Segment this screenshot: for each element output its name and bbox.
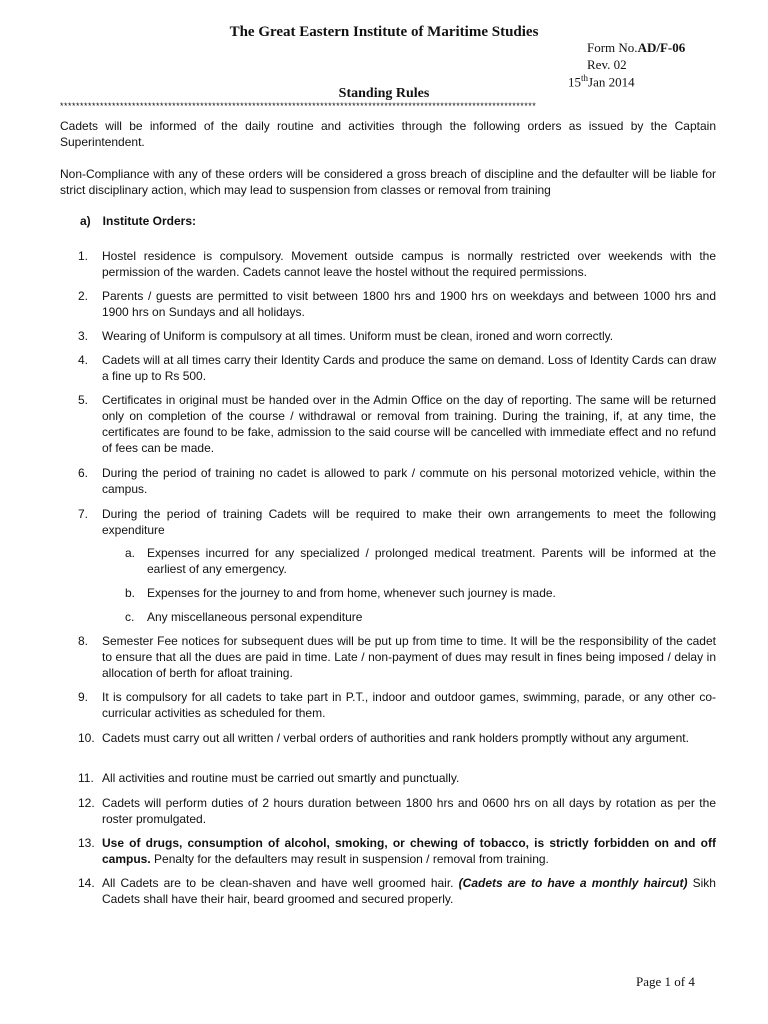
list-item-bold-part: Use of drugs, consumption of alcohol, smoking, or chewing of tobacco, is strictly forbidden on and off campus. <box>102 836 716 866</box>
list-item: During the period of training Cadets will be required to make their own arrangements to meet the following expenditure <box>102 507 716 537</box>
sub-list-item: Expenses for the journey to and from home, whenever such journey is made. <box>147 586 556 600</box>
intro-paragraph-2: Non-Compliance with any of these orders will be considered a gross breach of discipline and the defaulter will be liable for strict disciplinary action, which may lead to suspension from classes or removal from training <box>60 167 716 197</box>
item-number: 1. <box>78 249 89 263</box>
item-number: 7. <box>78 507 89 521</box>
item-number: 5. <box>78 393 89 407</box>
list-item: Cadets will perform duties of 2 hours duration between 1800 hrs and 0600 hrs on all days by rotation as per the roster promulgated. <box>102 796 716 826</box>
item-number: 3. <box>78 329 89 343</box>
section-title: Institute Orders: <box>102 214 197 228</box>
list-item: Cadets must carry out all written / verbal orders of authorities and rank holders promptly without any argument. <box>102 731 689 745</box>
item-number: 4. <box>78 353 89 367</box>
subitem-letter: b. <box>125 586 136 600</box>
list-item-text-part: Sikh Cadets shall have their hair, beard groomed and secured properly. <box>102 876 716 906</box>
list-item <box>102 835 716 867</box>
subitem-letter: a. <box>125 546 136 560</box>
item-number: 8. <box>78 634 89 648</box>
subtitle: Standing Rules <box>338 86 430 101</box>
list-item-emphasis: (Cadets are to have a monthly haircut) <box>458 876 688 890</box>
list-item: Parents / guests are permitted to visit between 1800 hrs and 1900 hrs on weekdays and between 1000 hrs and 1900 hrs on Sundays and all holidays. <box>102 289 716 319</box>
list-item <box>102 875 716 907</box>
section-label: a) <box>80 214 91 228</box>
item-number: 14. <box>78 876 95 890</box>
item-number: 6. <box>78 466 89 480</box>
list-item: Hostel residence is compulsory. Movement outside campus is normally restricted over weekends with the permission of the warden. Cadets cannot leave the hostel without the required permissions. <box>102 249 716 279</box>
date-suffix: th <box>581 73 589 83</box>
subitem-letter: c. <box>125 610 135 624</box>
sub-list-item: Any miscellaneous personal expenditure <box>147 610 363 624</box>
item-number: 11. <box>78 771 94 785</box>
form-number-prefix: Form No. <box>587 40 638 55</box>
list-item-text-part: Penalty for the defaulters may result in suspension / removal from training. <box>150 852 549 866</box>
page-number: Page 1 of 4 <box>636 974 695 989</box>
item-number: 12. <box>78 796 95 810</box>
list-item: Wearing of Uniform is compulsory at all times. Uniform must be clean, ironed and worn correctly. <box>102 329 614 343</box>
date-day: 15 <box>568 74 581 90</box>
date-rest: Jan 2014 <box>588 74 635 90</box>
form-number <box>587 40 685 56</box>
list-item: Certificates in original must be handed over in the Admin Office on the day of reporting. The same will be returned only on completion of the course / withdrawal or removal from training. During the training, if, at any time, the certificates are found to be fake, admission to the said course will be cancelled with immediate effect and no refund of fees can be made. <box>102 393 716 455</box>
item-number: 9. <box>78 690 89 704</box>
star-divider: *********************************************************************************************************************** <box>60 101 537 111</box>
list-item: Semester Fee notices for subsequent dues will be put up from time to time. It will be the responsibility of the cadet to ensure that all the dues are paid in time. Late / non-payment of dues may result in fines being imposed / delay in allocation of berth for afloat training. <box>102 634 716 680</box>
intro-paragraph-1: Cadets will be informed of the daily routine and activities through the following orders as issued by the Captain Superintendent. <box>60 119 716 149</box>
list-item: All activities and routine must be carried out smartly and punctually. <box>102 771 460 785</box>
list-item: During the period of training no cadet is allowed to park / commute on his personal motorized vehicle, within the campus. <box>102 466 716 496</box>
list-item: Cadets will at all times carry their Identity Cards and produce the same on demand. Loss of Identity Cards can draw a fine up to Rs 500. <box>102 353 716 383</box>
list-item: It is compulsory for all cadets to take part in P.T., indoor and outdoor games, swimming, parade, or any other co-curricular activities as scheduled for them. <box>102 690 716 720</box>
item-number: 10. <box>78 731 95 745</box>
form-number-code: AD/F-06 <box>637 40 686 55</box>
sub-list-item: Expenses incurred for any specialized / prolonged medical treatment. Parents will be informed at the earliest of any emergency. <box>147 546 716 576</box>
item-number: 2. <box>78 289 89 303</box>
item-number: 13. <box>78 836 95 850</box>
document-title: The Great Eastern Institute of Maritime Studies <box>229 24 539 40</box>
section-heading <box>80 214 196 228</box>
list-item-text-part: All Cadets are to be clean-shaven and have well groomed hair. <box>102 876 459 890</box>
revision: Rev. 02 <box>587 57 627 72</box>
